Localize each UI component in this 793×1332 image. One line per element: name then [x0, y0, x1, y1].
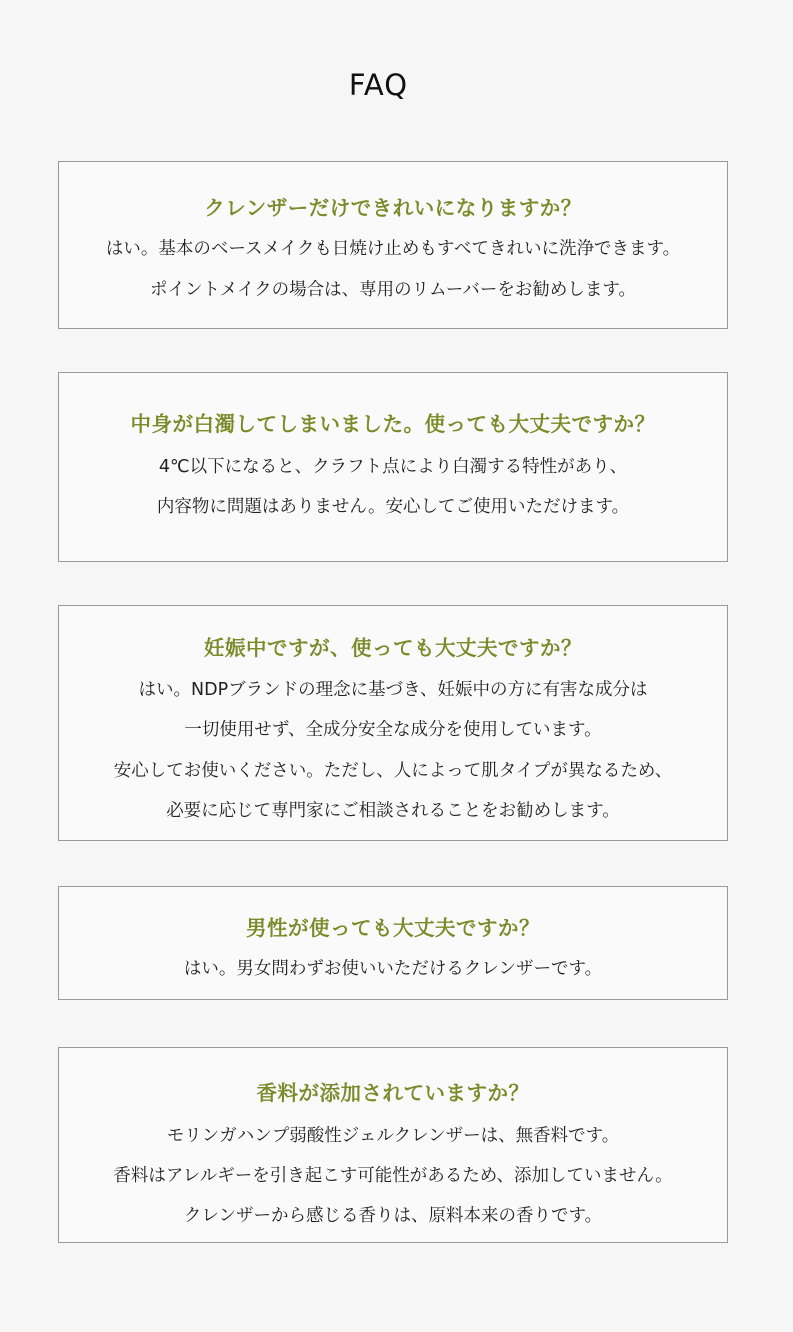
- faq-question: クレンザーだけできれいになりますか？: [204, 196, 582, 220]
- faq-answer-line: 4℃以下になると、クラフト点により白濁する特性があり、: [158, 457, 628, 477]
- faq-card: [58, 605, 728, 841]
- faq-question: 妊娠中ですが、使っても大丈夫ですか？: [204, 636, 582, 660]
- faq-card: [58, 1047, 728, 1243]
- faq-question: 香料が添加されていますか？: [256, 1081, 530, 1105]
- faq-card: [58, 372, 728, 562]
- faq-question: 男性が使っても大丈夫ですか？: [246, 916, 540, 940]
- faq-answer-line: 内容物に問題はありません。安心してご使用いただけます。: [156, 497, 630, 517]
- faq-answer-line: モリンガハンプ弱酸性ジェルクレンザーは、無香料です。: [166, 1126, 620, 1146]
- page-title: FAQ: [348, 68, 409, 102]
- faq-answer-line: 一切使用せず、全成分安全な成分を使用しています。: [184, 720, 602, 740]
- faq-answer-line: 安心してお使いください。ただし、人によって肌タイプが異なるため、: [113, 761, 673, 781]
- faq-card: [58, 161, 728, 329]
- faq-answer-line: はい。基本のベースメイクも日焼け止めもすべてきれいに洗浄できます。: [105, 239, 681, 259]
- faq-answer-line: クレンザーから感じる香りは、原料本来の香りです。: [183, 1206, 603, 1226]
- faq-answer-line: 香料はアレルギーを引き起こす可能性があるため、添加していません。: [113, 1166, 673, 1186]
- faq-answer-line: はい。NDPブランドの理念に基づき、妊娠中の方に有害な成分は: [138, 680, 648, 700]
- faq-answer-line: 必要に応じて専門家にご相談されることをお勧めします。: [166, 801, 620, 821]
- faq-card: [58, 886, 728, 1000]
- faq-answer-line: はい。男女問わずお使いいただけるクレンザーです。: [183, 959, 603, 979]
- faq-answer-line: ポイントメイクの場合は、専用のリムーバーをお勧めします。: [150, 280, 636, 300]
- faq-question: 中身が白濁してしまいました。使っても大丈夫ですか？: [130, 412, 656, 436]
